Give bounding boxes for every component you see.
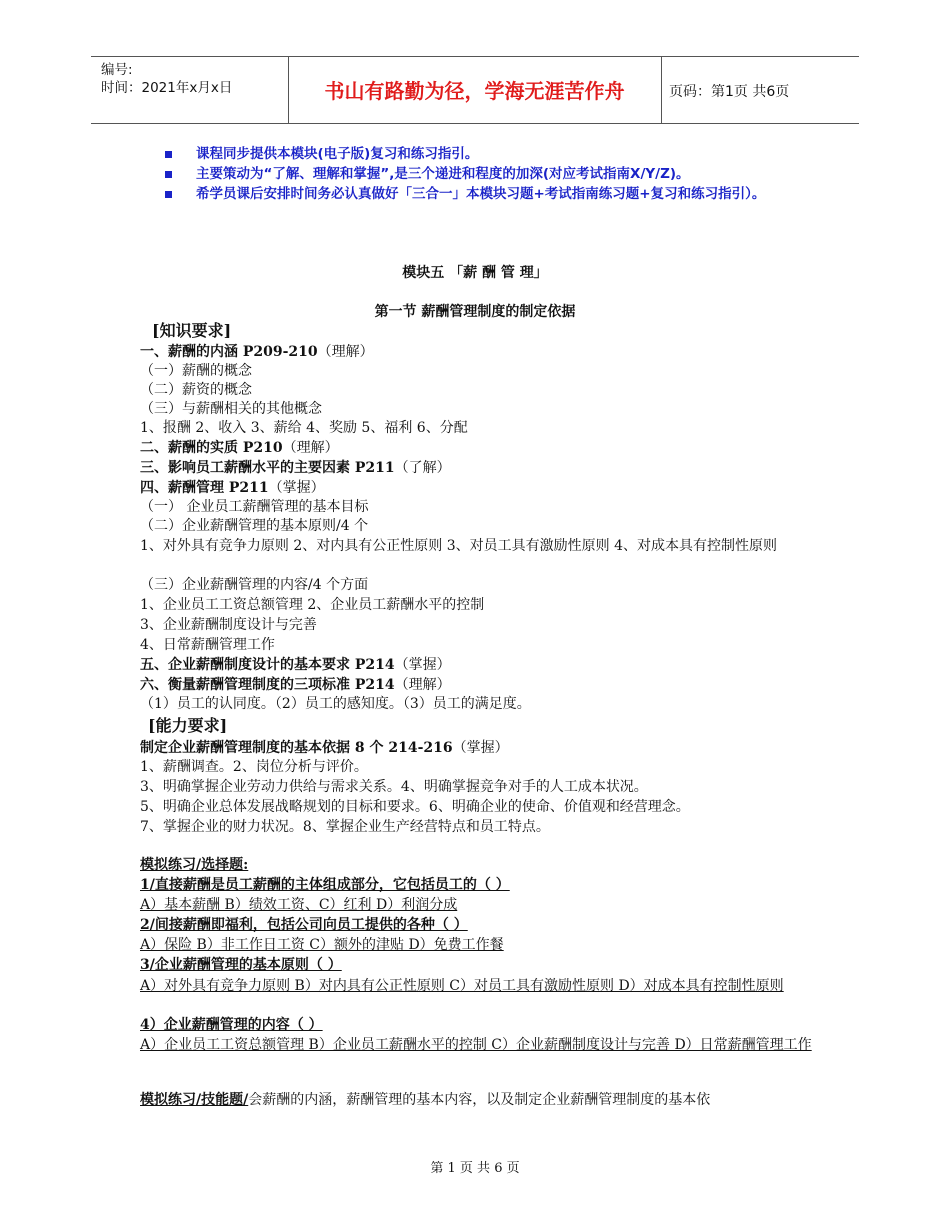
knowledge-subitem: 1、企业员工工资总额管理 2、企业员工薪酬水平的控制	[140, 597, 485, 613]
knowledge-subitem: （1）员工的认同度。（2）员工的感知度。（3）员工的满足度。	[140, 696, 531, 712]
knowledge-subitem: （二）企业薪酬管理的基本原则/4 个	[140, 518, 369, 534]
header-page-info: 页码：第1页 共6页	[669, 84, 790, 100]
document-header	[91, 56, 859, 124]
question: 3/企业薪酬管理的基本原则（ ）	[140, 957, 342, 973]
knowledge-item: 六、衡量薪酬管理制度的三项标准 P214（理解）	[140, 677, 451, 693]
header-motto: 书山有路勤为径，学海无涯苦作舟	[324, 79, 625, 103]
knowledge-heading: [知识要求]	[152, 321, 232, 340]
square-bullet-icon	[165, 151, 172, 158]
ability-subitem: 5、明确企业总体发展战略规划的目标和要求。6、明确企业的使命、价值观和经营理念。	[140, 799, 690, 815]
bullet-item: 课程同步提供本模块(电子版)复习和练习指引。	[168, 144, 818, 164]
ability-subitem: 7、掌握企业的财力状况。8、掌握企业生产经营特点和员工特点。	[140, 819, 550, 835]
knowledge-item: 一、薪酬的内涵 P209-210（理解）	[140, 344, 374, 360]
ability-subitem: 3、明确掌握企业劳动力供给与需求关系。4、明确掌握竞争对手的人工成本状况。	[140, 779, 648, 795]
ability-subitem: 1、薪酬调查。2、岗位分析与评价。	[140, 759, 368, 775]
section-title: 第一节 薪酬管理制度的制定依据	[374, 304, 576, 320]
knowledge-subitem: （二）薪资的概念	[140, 382, 252, 398]
knowledge-subitem: 1、报酬 2、收入 3、薪给 4、奖励 5、福利 6、分配	[140, 420, 468, 436]
knowledge-item: 三、影响员工薪酬水平的主要因素 P211（了解）	[140, 460, 451, 476]
bullet-item: 主要策动为“了解、理解和掌握”,是三个递进和程度的加深(对应考试指南X/Y/Z)。	[168, 164, 818, 184]
practice-heading: 模拟练习/选择题:	[140, 857, 249, 873]
knowledge-item: 二、薪酬的实质 P210（理解）	[140, 440, 339, 456]
time-label: 时间：2021年x月x日	[101, 80, 233, 96]
knowledge-subitem: （一）薪酬的概念	[140, 363, 252, 379]
question: 2/间接薪酬即福利，包括公司向员工提供的各种（ ）	[140, 917, 468, 933]
bullet-item: 希学员课后安排时间务必认真做好「三合一」本模块习题+考试指南练习题+复习和练习指引）。	[168, 184, 818, 204]
question-options: A）企业员工工资总额管理 B）企业员工薪酬水平的控制 C）企业薪酬制度设计与完善 D）日常薪酬管理工作	[140, 1037, 812, 1053]
ability-item: 制定企业薪酬管理制度的基本依据 8 个 214-216（掌握）	[140, 740, 509, 756]
ability-heading: [能力要求]	[148, 716, 228, 735]
page-footer: 第 1 页 共 6 页	[430, 1161, 520, 1176]
knowledge-paragraph: 1、对外具有竞争力原则 2、对内具有公正性原则 3、对员工具有激励性原则 4、对成本具有控制性原则	[140, 538, 777, 554]
square-bullet-icon	[165, 191, 172, 198]
knowledge-subitem: 4、日常薪酬管理工作	[140, 637, 275, 653]
knowledge-subitem: （三）与薪酬相关的其他概念	[140, 401, 322, 417]
square-bullet-icon	[165, 171, 172, 178]
knowledge-item: 四、薪酬管理 P211（掌握）	[140, 480, 325, 496]
question: 4）企业薪酬管理的内容（ ）	[140, 1017, 323, 1033]
knowledge-subitem: 3、企业薪酬制度设计与完善	[140, 617, 317, 633]
knowledge-subitem: （三）企业薪酬管理的内容/4 个方面	[140, 577, 369, 593]
question-options: A）基本薪酬 B）绩效工资、C）红利 D）利润分成	[140, 897, 458, 913]
question: 1/直接薪酬是员工薪酬的主体组成部分，它包括员工的（ ）	[140, 877, 510, 893]
question-options: A）对外具有竞争力原则 B）对内具有公正性原则 C）对员工具有激励性原则 D）对成本具有控制性原则	[140, 978, 784, 994]
skill-question: 模拟练习/技能题/会薪酬的内涵，薪酬管理的基本内容，以及制定企业薪酬管理制度的基本依	[140, 1092, 711, 1108]
knowledge-item: 五、企业薪酬制度设计的基本要求 P214（掌握）	[140, 657, 451, 673]
knowledge-subitem: （一） 企业员工薪酬管理的基本目标	[140, 499, 369, 515]
module-title: 模块五 「薪 酬 管 理」	[402, 265, 548, 281]
number-label: 编号:	[101, 62, 133, 78]
question-options: A）保险 B）非工作日工资 C）额外的津贴 D）免费工作餐	[140, 937, 504, 953]
header-meta	[101, 61, 232, 97]
